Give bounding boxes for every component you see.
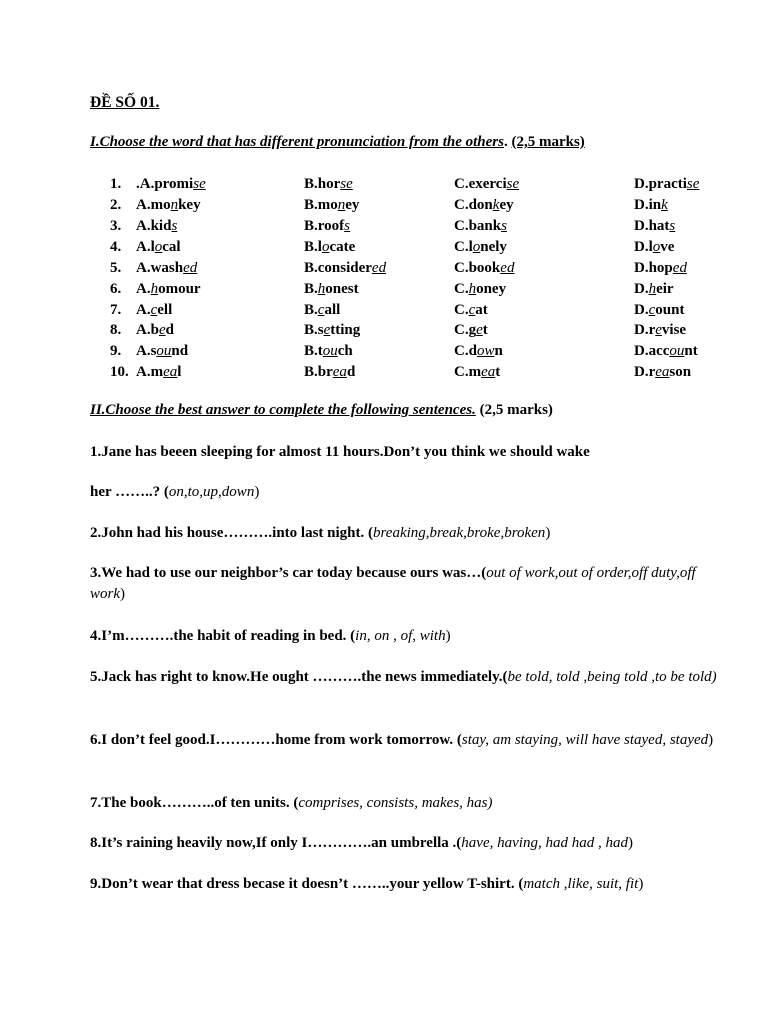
choice-d: D.revise: [634, 322, 687, 338]
underlined-sound: ed: [183, 260, 198, 276]
part2-heading-text: II.Choose the best answer to complete the following sentences.: [90, 402, 476, 418]
underlined-sound: se: [193, 176, 206, 192]
choice-d: D.reason: [634, 364, 692, 380]
sentence-text: 5.Jack has right to know.He ought ……….the news immediately.(: [90, 669, 508, 685]
pronunciation-row: [0, 322, 768, 342]
underlined-sound: e: [158, 322, 166, 338]
choice-c: C.banks: [454, 218, 507, 234]
underlined-sound: ea: [655, 364, 670, 380]
underlined-sound: k: [661, 197, 668, 213]
underlined-sound: ow: [476, 343, 495, 359]
answer-options: in, on , of, with: [355, 628, 446, 644]
choice-d: D.heir: [634, 281, 674, 297]
choice-d: D.love: [634, 239, 675, 255]
underlined-sound: n: [337, 197, 346, 213]
part2-heading: [90, 402, 553, 419]
close-paren: ): [545, 525, 551, 541]
underlined-sound: h: [317, 281, 326, 297]
underlined-sound: ed: [371, 260, 387, 276]
underlined-sound: s: [171, 218, 178, 234]
choice-c: C.down: [454, 343, 503, 359]
close-paren: ): [254, 484, 260, 500]
sentence: [90, 833, 730, 854]
underlined-sound: s: [344, 218, 350, 234]
underlined-sound: ed: [500, 260, 515, 276]
sentence-text: 2.John had his house……….into last night. (: [90, 525, 373, 541]
sentence: [90, 482, 730, 503]
sentence: [90, 626, 730, 647]
underlined-sound: ea: [163, 364, 178, 380]
choice-a: A.kids: [136, 218, 178, 234]
answer-options: stay, am staying, will have stayed, stayed: [461, 732, 709, 748]
row-number: 9.: [110, 343, 122, 359]
sentence: [90, 442, 730, 463]
underlined-sound: c: [317, 302, 325, 318]
choice-a: A.sound: [136, 343, 189, 359]
answer-options: be told, told ,being told ,to be told): [507, 669, 717, 685]
row-number: 5.: [110, 260, 122, 276]
underlined-sound: se: [506, 176, 520, 192]
sentence-text: her ……..? (: [90, 484, 169, 500]
row-number: 10.: [110, 364, 129, 380]
choice-c: C.cat: [454, 302, 488, 318]
row-number: 7.: [110, 302, 122, 318]
choice-a: .A.promise: [136, 176, 206, 192]
underlined-sound: o: [652, 239, 661, 255]
underlined-sound: ea: [332, 364, 347, 380]
underlined-sound: se: [340, 176, 353, 192]
underlined-sound: n: [170, 197, 179, 213]
choice-d: D.practise: [634, 176, 700, 192]
choice-b: B.touch: [304, 343, 353, 359]
row-number: 1.: [110, 176, 122, 192]
sentence: [90, 563, 730, 605]
choice-c: C.exercise: [454, 176, 520, 192]
underlined-sound: h: [150, 281, 159, 297]
choice-a: A.meal: [136, 364, 182, 380]
choice-a: A.cell: [136, 302, 173, 318]
choice-b: B.honest: [304, 281, 359, 297]
answer-options: have, having, had had , had: [461, 835, 628, 851]
page-title: ĐỀ SỐ 01.: [90, 94, 160, 111]
choice-c: C.honey: [454, 281, 507, 297]
choice-a: A.washed: [136, 260, 198, 276]
close-paren: ): [120, 586, 125, 602]
underlined-sound: s: [669, 218, 676, 234]
row-number: 8.: [110, 322, 122, 338]
choice-a: A.homour: [136, 281, 201, 297]
choice-d: D.ink: [634, 197, 668, 213]
sentence-text: 1.Jane has beeen sleeping for almost 11 hours.Don’t you think we should wake: [90, 444, 590, 460]
answer-options: match ,like, suit, fit: [523, 876, 639, 892]
choice-b: B.setting: [304, 322, 361, 338]
sentence: [90, 730, 730, 751]
pronunciation-row: [0, 239, 768, 259]
choice-b: B.roofs: [304, 218, 350, 234]
close-paren: ): [627, 835, 633, 851]
pronunciation-row: [0, 218, 768, 238]
underlined-sound: ed: [672, 260, 687, 276]
underlined-sound: e: [655, 322, 662, 338]
choice-c: C.lonely: [454, 239, 507, 255]
sentence: [90, 874, 730, 895]
choice-d: D.hats: [634, 218, 676, 234]
underlined-sound: ou: [322, 343, 338, 359]
underlined-sound: s: [501, 218, 507, 234]
choice-b: B.bread: [304, 364, 356, 380]
part1-marks: (2,5 marks): [511, 134, 585, 150]
sentence-text: 9.Don’t wear that dress becase it doesn’t ……..your yellow T-shirt. (: [90, 876, 524, 892]
underlined-sound: h: [468, 281, 477, 297]
underlined-sound: e: [476, 322, 483, 338]
close-paren: ): [638, 876, 644, 892]
pronunciation-row: [0, 260, 768, 280]
row-number: 6.: [110, 281, 122, 297]
underlined-sound: c: [468, 302, 476, 318]
close-paren: ): [708, 732, 714, 748]
pronunciation-row: [0, 281, 768, 301]
choice-c: C.donkey: [454, 197, 514, 213]
row-number: 2.: [110, 197, 122, 213]
sentence-text: 8.It’s raining heavily now,If only I………….an umbrella .(: [90, 835, 462, 851]
part1-heading-text: I.Choose the word that has different pronunciation from the others: [90, 134, 504, 150]
choice-a: A.local: [136, 239, 181, 255]
answer-options: out of work,out of order,off duty,off work: [90, 565, 696, 602]
choice-d: D.account: [634, 343, 698, 359]
pronunciation-row: [0, 176, 768, 196]
row-number: 3.: [110, 218, 122, 234]
part1-heading-sep: .: [503, 134, 512, 150]
choice-d: D.count: [634, 302, 685, 318]
part1-heading: [90, 134, 585, 151]
choice-b: B.considered: [304, 260, 387, 276]
sentence-text: 3.We had to use our neighbor’s car today because ours was…(: [90, 565, 487, 581]
close-paren: ): [445, 628, 451, 644]
underlined-sound: se: [686, 176, 700, 192]
answer-options: breaking,break,broke,broken: [373, 525, 546, 541]
choice-c: C.booked: [454, 260, 515, 276]
sentence-text: 6.I don’t feel good.I…………home from work tomorrow. (: [90, 732, 462, 748]
choice-b: B.money: [304, 197, 360, 213]
pronunciation-row: [0, 343, 768, 363]
choice-c: C.meat: [454, 364, 501, 380]
underlined-sound: h: [648, 281, 657, 297]
underlined-sound: o: [154, 239, 163, 255]
underlined-sound: k: [492, 197, 500, 213]
underlined-sound: o: [321, 239, 330, 255]
sentence-text: 7.The book………..of ten units. (: [90, 795, 299, 811]
sentence: [90, 667, 730, 688]
row-number: 4.: [110, 239, 122, 255]
choice-b: B.call: [304, 302, 341, 318]
underlined-sound: ou: [156, 343, 172, 359]
choice-d: D.hoped: [634, 260, 687, 276]
answer-options: comprises, consists, makes, has): [298, 795, 493, 811]
choice-b: B.horse: [304, 176, 353, 192]
sentence: [90, 523, 730, 544]
pronunciation-row: [0, 302, 768, 322]
underlined-sound: c: [648, 302, 656, 318]
part2-marks: (2,5 marks): [475, 402, 553, 418]
sentence: [90, 793, 730, 814]
underlined-sound: e: [323, 322, 331, 338]
choice-a: A.monkey: [136, 197, 201, 213]
underlined-sound: ea: [481, 364, 496, 380]
underlined-sound: ou: [669, 343, 685, 359]
pronunciation-row: [0, 197, 768, 217]
pronunciation-row: [0, 364, 768, 384]
underlined-sound: o: [472, 239, 481, 255]
choice-a: A.bed: [136, 322, 174, 338]
underlined-sound: c: [150, 302, 158, 318]
choice-c: C.get: [454, 322, 488, 338]
sentence-text: 4.I’m……….the habit of reading in bed. (: [90, 628, 356, 644]
answer-options: on,to,up,down: [168, 484, 255, 500]
choice-b: B.locate: [304, 239, 356, 255]
